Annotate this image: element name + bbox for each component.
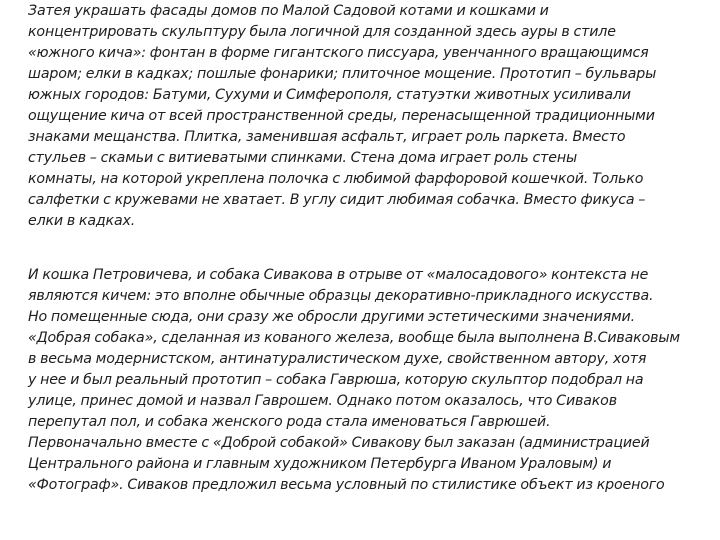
paragraph-1-line: стульев – скамьи с витиеватыми спинками. Стена дома играет роль стены: [28, 150, 577, 166]
paragraph-1-line: концентрировать скульптуру была логичной для созданной здесь ауры в стиле: [28, 24, 616, 40]
paragraph-1-line: южных городов: Батуми, Сухуми и Симферополя, статуэтки животных усиливали: [28, 87, 631, 103]
paragraph-1: [28, 1, 714, 232]
paragraph-1-line: шаром; елки в кадках; пошлые фонарики; плиточное мощение. Прототип – бульвары: [28, 66, 657, 82]
paragraph-2: [28, 265, 714, 496]
paragraph-2-line: «Фотограф». Сиваков предложил весьма условный по стилистике объект из кроеного: [28, 477, 665, 493]
paragraph-2-line: у нее и был реальный прототип – собака Гаврюша, которую скульптор подобрал на: [28, 372, 644, 388]
paragraph-2-line: Но помещенные сюда, они сразу же обросли другими эстетическими значениями.: [28, 309, 635, 325]
paragraph-1-line: елки в кадках.: [28, 213, 136, 229]
paragraph-1-line: комнаты, на которой укреплена полочка с любимой фарфоровой кошечкой. Только: [28, 171, 644, 187]
paragraph-2-line: Центрального района и главным художником Петербурга Иваном Ураловым) и: [28, 456, 612, 472]
paragraph-1-line: ощущение кича от всей пространственной среды, перенасыщенной традиционными: [28, 108, 655, 124]
paragraph-2-line: «Добрая собака», сделанная из кованого железа, вообще была выполнена В.Сиваковым: [28, 330, 680, 346]
paragraph-1-line: салфетки с кружевами не хватает. В углу сидит любимая собачка. Вместо фикуса –: [28, 192, 646, 208]
paragraph-1-line: «южного кича»: фонтан в форме гигантского писсуара, увенчанного вращающимся: [28, 45, 649, 61]
paragraph-1-line: Затея украшать фасады домов по Малой Садовой котами и кошками и: [28, 3, 549, 19]
paragraph-1-line: знаками мещанства. Плитка, заменившая асфальт, играет роль паркета. Вместо: [28, 129, 626, 145]
paragraph-2-line: Первоначально вместе с «Доброй собакой» Сивакову был заказан (администрацией: [28, 435, 650, 451]
paragraph-2-line: улице, принес домой и назвал Гаврошем. Однако потом оказалось, что Сиваков: [28, 393, 617, 409]
paragraph-2-line: И кошка Петровичева, и собака Сивакова в отрыве от «малосадового» контекста не: [28, 267, 649, 283]
paragraph-2-line: перепутал пол, и собака женского рода стала именоваться Гаврюшей.: [28, 414, 551, 430]
paragraph-2-line: являются кичем: это вполне обычные образцы декоративно-прикладного искусства.: [28, 288, 654, 304]
paragraph-2-line: в весьма модернистском, антинатуралистическом духе, свойственном автору, хотя: [28, 351, 647, 367]
